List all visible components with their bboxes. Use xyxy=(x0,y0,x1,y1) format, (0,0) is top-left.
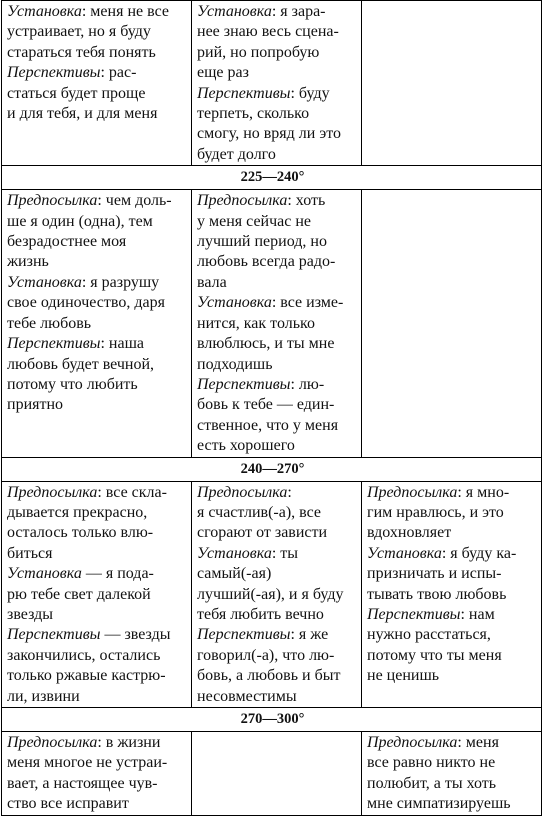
cell-entry: Перспективы: лю- бовь к тебе — един- ственное, что у меня есть хорошего xyxy=(197,375,339,455)
table-row xyxy=(2,190,542,457)
entry-term: Установка xyxy=(7,565,82,583)
entry-term: Установка xyxy=(197,544,272,562)
table-cell xyxy=(362,481,542,707)
entry-term: Перспективы xyxy=(367,605,461,623)
degree-header-row xyxy=(2,457,542,481)
degree-range-header: 270—300° xyxy=(2,708,542,732)
entry-term: Предпосылка xyxy=(367,734,458,751)
cell-entry: Перспективы — звезды закончились, остались только ржавые кастрю- ли, извини xyxy=(7,626,171,705)
table-cell xyxy=(2,732,192,816)
entry-term: Установка xyxy=(197,294,272,312)
entry-term: Предпосылка xyxy=(197,192,288,210)
table-cell xyxy=(192,481,362,707)
entry-term: Предпосылка xyxy=(367,483,458,501)
cell-entry: Перспективы: рас- статься будет проще и для тебя, и для меня xyxy=(7,64,158,123)
table-row xyxy=(2,732,542,816)
cell-entry: Перспективы: наша любовь будет вечной, потому что любить приятно xyxy=(7,335,155,414)
table-row xyxy=(2,481,542,707)
cell-entry: Предпосылка: в жизни меня многое не устраи- вает, а настоящее чув- ство все исправит xyxy=(7,734,168,813)
cell-entry: Предпосылка: меня все равно никто не полюбит, а ты хоть мне симпатизируешь xyxy=(367,734,511,813)
entry-term: Перспективы xyxy=(7,64,101,82)
cell-entry: Установка — я пода- рю тебе свет далекой звезды xyxy=(7,565,154,623)
entry-term: Установка xyxy=(7,3,82,20)
degree-header-row xyxy=(2,166,542,190)
table-cell xyxy=(2,481,192,707)
cell-entry: Предпосылка: все скла- дывается прекрасно, осталось только влю- биться xyxy=(7,483,167,562)
cell-entry: Перспективы: я же говорил(-а), что лю- бовь, а любовь и быт несовместимы xyxy=(197,626,341,705)
entry-term: Установка xyxy=(367,544,442,562)
degree-range-header: 225—240° xyxy=(2,166,542,190)
cell-entry: Предпосылка: чем доль- ше я один (одна), тем безрадостнее моя жизнь xyxy=(7,192,172,271)
entry-term: Перспективы xyxy=(197,626,291,644)
table-cell xyxy=(362,1,542,166)
cell-entry: Перспективы: буду терпеть, сколько смогу, но вряд ли это будет долго xyxy=(197,84,341,163)
table-cell xyxy=(362,190,542,457)
cell-entry: Предпосылка: хоть у меня сейчас не лучший период, но любовь всегда радо- вала xyxy=(197,192,336,291)
cell-entry: Установка: я разрушу свое одиночество, даря тебе любовь xyxy=(7,273,165,332)
entry-term: Перспективы xyxy=(197,375,291,393)
cell-entry: Предпосылка: я счастлив(-а), все сгорают от зависти xyxy=(197,483,328,542)
cell-entry: Предпосылка: я мно- гим нравлюсь, и это вдохновляет xyxy=(367,483,510,542)
table-cell xyxy=(192,190,362,457)
entry-term: Предпосылка xyxy=(7,734,98,751)
table-row xyxy=(2,1,542,166)
cell-entry: Установка: все изме- нится, как только влюблюсь, и ты мне подходишь xyxy=(197,294,344,373)
entry-term: Предпосылка xyxy=(197,483,288,501)
cell-entry: Установка: ты самый(-ая) лучший(-ая), и я буду тебя любить вечно xyxy=(197,544,344,623)
cell-entry: Установка: меня не все устраивает, но я буду стараться тебя понять xyxy=(7,3,169,61)
astrology-table xyxy=(1,0,542,816)
entry-term: Перспективы xyxy=(7,335,101,353)
entry-term: Установка xyxy=(197,3,272,20)
entry-term: Предпосылка xyxy=(7,192,98,210)
table-cell xyxy=(192,732,362,816)
entry-term: Установка xyxy=(7,273,82,291)
entry-term: Перспективы xyxy=(7,626,101,644)
entry-term: Предпосылка xyxy=(7,483,98,501)
table-cell xyxy=(2,190,192,457)
degree-range-header: 240—270° xyxy=(2,457,542,481)
table-cell xyxy=(362,732,542,816)
entry-term: Перспективы xyxy=(197,84,291,102)
cell-entry: Установка: я зара- нее знаю весь сцена- рий, но попробую еще раз xyxy=(197,3,339,82)
degree-header-row xyxy=(2,708,542,732)
table-cell xyxy=(192,1,362,166)
cell-entry: Установка: я буду ка- призничать и испы- тывать твою любовь xyxy=(367,544,517,603)
cell-entry: Перспективы: нам нужно расстаться, потому что ты меня не ценишь xyxy=(367,605,502,685)
table-cell xyxy=(2,1,192,166)
